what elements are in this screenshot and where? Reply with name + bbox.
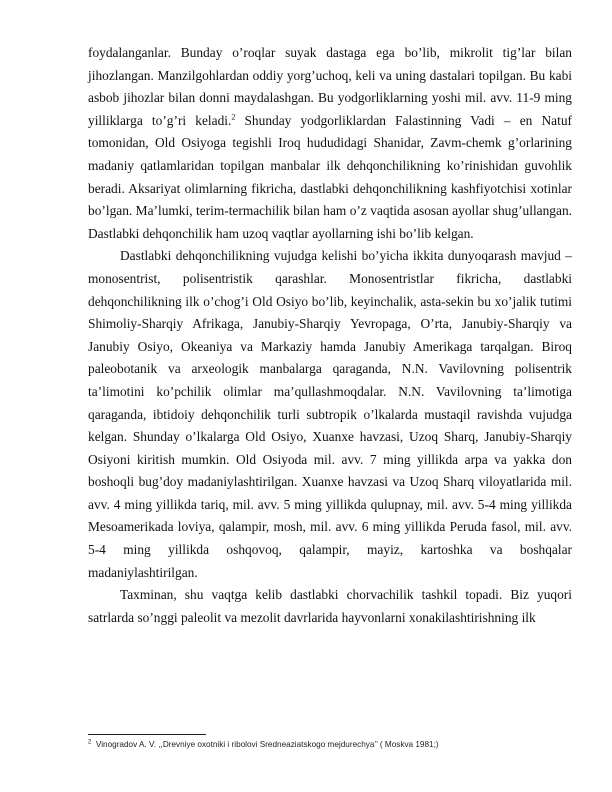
paragraph-1 — [88, 42, 572, 245]
paragraph-3: Taxminan, shu vaqtga kelib dastlabki chorvachilik tashkil topadi. Biz yuqori satrlarda so’nggi paleolit va mezolit davrlarida hayvonlarni xonakilashtirishning ilk — [88, 587, 572, 625]
paragraph-2: Dastlabki dehqonchilikning vujudga kelishi bo’yicha ikkita dunyoqarash mavjud – monosentrist, polisentristik qarashlar. Monosentristlar fikricha, dastlabki dehqonchilikning ilk o’chog’i Old Osiyo bo’lib, keyinchalik, asta-sekin bu xo’jalik tutimi Shimoliy-Sharqiy Afrikaga, Janubiy-Sharqiy Yevropaga, O’rta, Janubiy-Sharqiy va Janubiy Osiyo, Okeaniya va Markaziy hamda Janubiy Amerikaga tarqalgan. Biroq paleobotanik va arxeologik manbalarga qaraganda, N.N. Vavilovning polisentrik ta’limotini ko’pchilik olimlar ma’qullashmoqdalar. N.N. Vavilovning ta’limotiga qaraganda, ibtidoiy dehqonchilik turli subtropik o’lkalarda mustaqil ravishda vujudga kelgan. Shunday o’lkalarga Old Osiyo, Xuanxe havzasi, Uzoq Sharq, Janubiy-Sharqiy Osiyoni kiritish mumkin. Old Osiyoda mil. avv. 7 ming yillikda arpa va yakka don boshoqli bug’doy madaniylashtirilgan. Xuanxe havzasi va Uzoq Sharq viloyatlarida mil. avv. 4 ming yillikda tariq, mil. avv. 5 ming yillikda qulupnay, mil. avv. 5-4 ming yillikda Mesoamerikada loviya, qalampir, mosh, mil. avv. 6 ming yillikda Peruda fasol, mil. avv. 5-4 ming yillikda oshqovoq, qalampir, mayiz, kartoshka va boshqalar madaniylashtirilgan. — [88, 248, 572, 580]
footnote — [88, 739, 572, 750]
paragraph-1-text-a: foydalanganlar. Bunday o’roqlar suyak dastaga ega bo’lib, mikrolit tig’lar bilan jihozlangan. Manzilgohlardan oddiy yorg’uchoq, keli va uning dastalari topilgan. Bu kabi asbob jihozlar bilan donni maydalashgan. Bu yodgorliklarning yoshi mil. avv. 11-9 ming yilliklarga to’g’ri keladi. — [88, 45, 572, 128]
footnote-divider — [88, 734, 206, 735]
footnote-number: 2 — [88, 739, 92, 746]
page-body — [88, 42, 572, 629]
footnote-text: Vinogradov A. V. ,,Drevniye oxotniki i ribolovi Sredneaziatskogo mejdurechya’’ ( Moskva 1981;) — [95, 740, 439, 749]
footnote-reference[interactable]: 2 — [231, 112, 236, 122]
paragraph-1-text-b: Shunday yodgorliklardan Falastinning Vadi – en Natuf tomonidan, Old Osiyoga tegishli Iroq hududidagi Shanidar, Zavm-chemk g’orlarining madaniy qatlamlaridan topilgan manbalar ilk dehqonchilikning ko’rinishidan guvohlik beradi. Aksariyat olimlarning fikricha, dastlabki dehqonchilikning kashfiyotchisi xotinlar bo’lgan. Ma’lumki, terim-termachilik bilan ham o’z vaqtida asosan ayollar shug’ullangan. Dastlabki dehqonchilik ham uzoq vaqtlar ayollarning ishi bo’lib kelgan. — [88, 112, 572, 241]
